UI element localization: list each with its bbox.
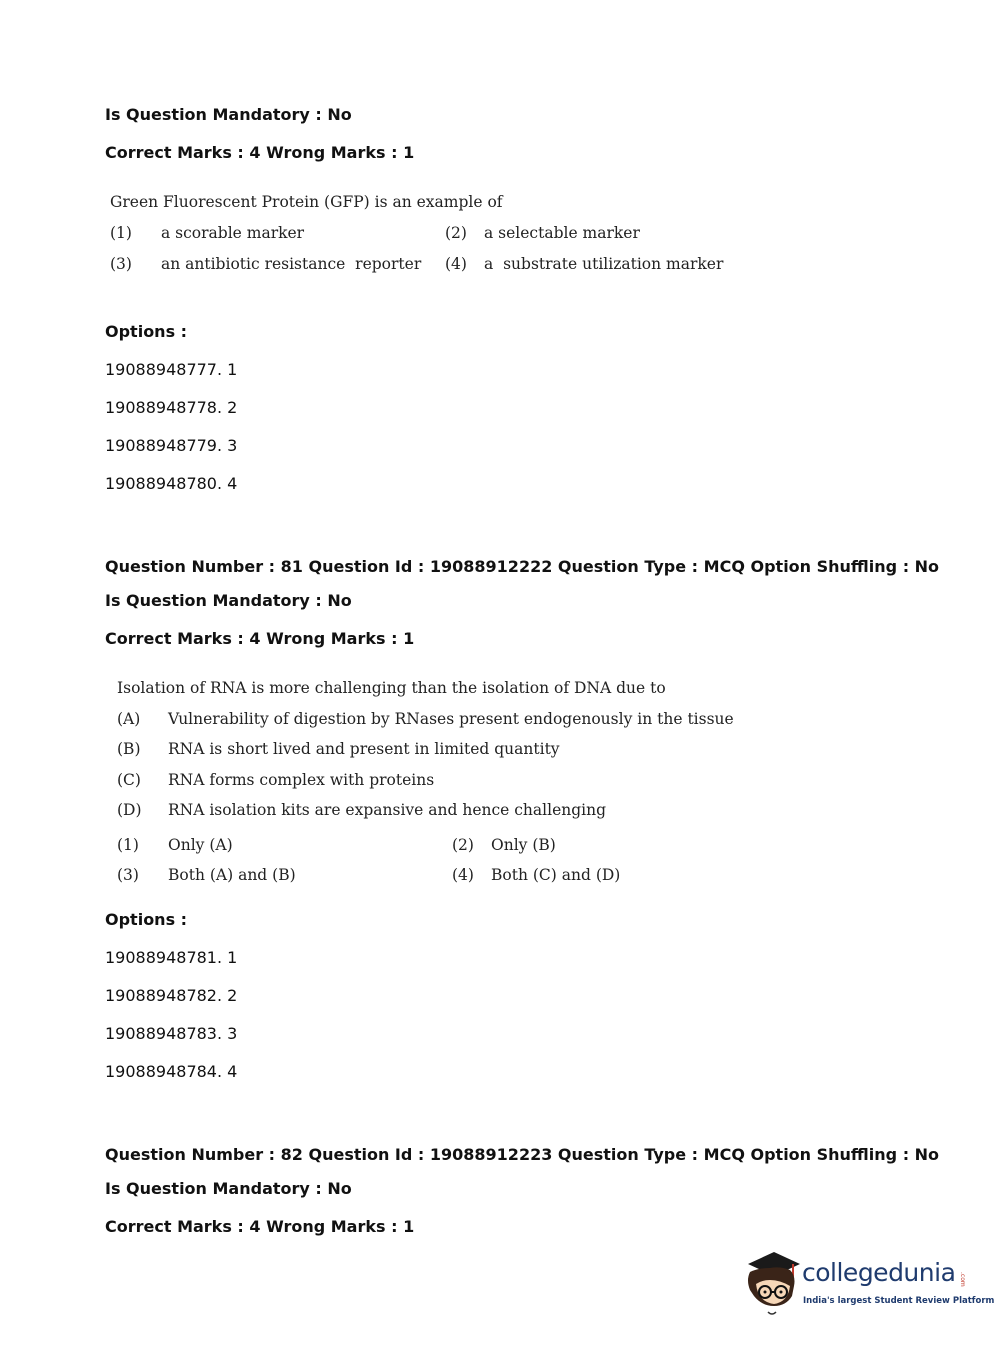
q80-options-label: Options :: [105, 322, 188, 341]
q82-mandatory: Is Question Mandatory : No: [105, 1179, 352, 1198]
logo-brand-text: collegedunia: [802, 1258, 956, 1287]
q80-choice-3-text: an antibiotic resistance reporter: [161, 255, 422, 273]
q81-header: Question Number : 81 Question Id : 19088912222 Question Type : MCQ Option Shuffling : No: [105, 557, 940, 576]
q81-statement-d-text: RNA isolation kits are expansive and hence challenging: [168, 801, 607, 819]
q81-choice-4-num: (4): [452, 866, 474, 884]
q80-stem: Green Fluorescent Protein (GFP) is an example of: [110, 193, 503, 211]
q81-option-4: 19088948784. 4: [105, 1062, 238, 1081]
q81-statement-a-num: (A): [117, 710, 141, 728]
q81-option-3: 19088948783. 3: [105, 1024, 238, 1043]
q82-marks: Correct Marks : 4 Wrong Marks : 1: [105, 1217, 415, 1236]
q81-choice-4-text: Both (C) and (D): [491, 866, 621, 884]
q81-statement-c-num: (C): [117, 771, 141, 789]
q80-option-3: 19088948779. 3: [105, 436, 238, 455]
q80-option-1: 19088948777. 1: [105, 360, 238, 379]
q81-statement-d-num: (D): [117, 801, 142, 819]
q81-mandatory: Is Question Mandatory : No: [105, 591, 352, 610]
q81-option-2: 19088948782. 2: [105, 986, 238, 1005]
logo-com-text: .com: [959, 1272, 966, 1287]
q80-choice-1-text: a scorable marker: [161, 224, 305, 242]
q81-options-label: Options :: [105, 910, 188, 929]
q80-choice-4-num: (4): [445, 255, 467, 273]
q81-statement-b-num: (B): [117, 740, 141, 758]
q80-choice-1-num: (1): [110, 224, 132, 242]
q80-choice-2-num: (2): [445, 224, 467, 242]
mascot-icon: [740, 1250, 802, 1320]
q80-choice-3-num: (3): [110, 255, 132, 273]
q81-statement-b-text: RNA is short lived and present in limited quantity: [168, 740, 560, 758]
q81-marks: Correct Marks : 4 Wrong Marks : 1: [105, 629, 415, 648]
collegedunia-logo[interactable]: [740, 1250, 995, 1320]
q81-choice-2-text: Only (B): [491, 836, 556, 854]
q80-option-2: 19088948778. 2: [105, 398, 238, 417]
q82-header: Question Number : 82 Question Id : 19088912223 Question Type : MCQ Option Shuffling : No: [105, 1145, 940, 1164]
q80-choice-2-text: a selectable marker: [484, 224, 640, 242]
q81-stem: Isolation of RNA is more challenging than the isolation of DNA due to: [117, 679, 666, 697]
q81-statement-a-text: Vulnerability of digestion by RNases present endogenously in the tissue: [168, 710, 734, 728]
q81-choice-3-num: (3): [117, 866, 139, 884]
q81-choice-1-num: (1): [117, 836, 139, 854]
logo-tagline: India's largest Student Review Platform: [803, 1296, 995, 1306]
q81-statement-c-text: RNA forms complex with proteins: [168, 771, 435, 789]
q81-choice-1-text: Only (A): [168, 836, 233, 854]
q80-choice-4-text: a substrate utilization marker: [484, 255, 724, 273]
q80-option-4: 19088948780. 4: [105, 474, 238, 493]
q80-mandatory: Is Question Mandatory : No: [105, 105, 352, 124]
q81-choice-2-num: (2): [452, 836, 474, 854]
q80-marks: Correct Marks : 4 Wrong Marks : 1: [105, 143, 415, 162]
q81-option-1: 19088948781. 1: [105, 948, 238, 967]
q81-choice-3-text: Both (A) and (B): [168, 866, 296, 884]
